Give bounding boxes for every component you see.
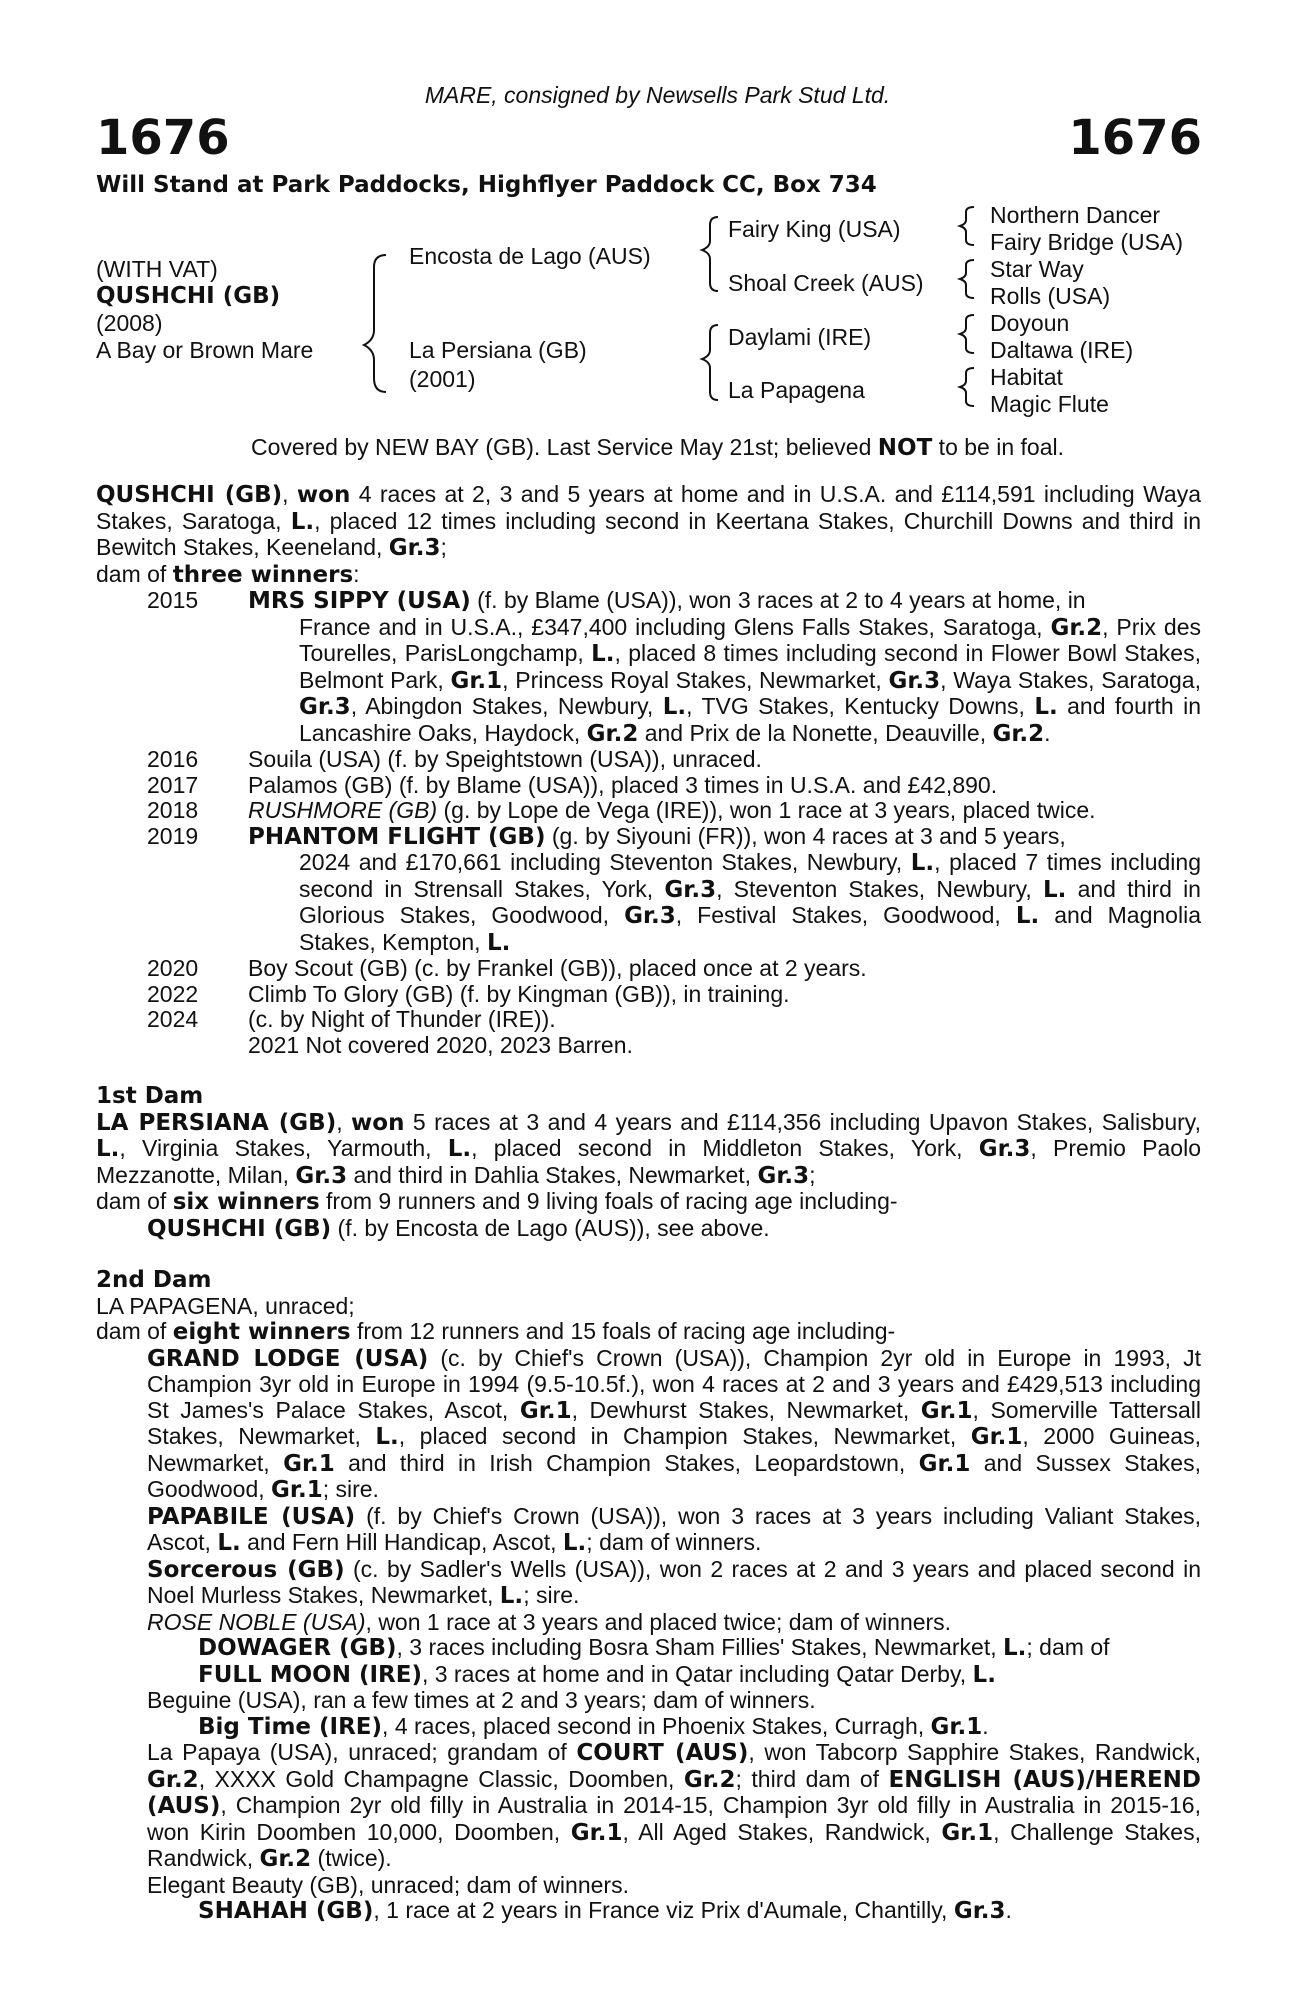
produce-2016: 2016 Souila (USA) (f. by Speightstown (USA)), unraced. [147,746,762,772]
horse-description: A Bay or Brown Mare [96,337,314,363]
first-dam-record: LA PERSIANA (GB), won 5 races at 3 and 4 years and £114,356 including Upavon Stakes, Salisbury, L., Virginia Stakes, Yarmouth, L., placed second in Middleton Stakes, York, Gr.3, Premio Paolo Mezzanotte, Milan, Gr.3 and third in Dahlia Stakes, Newmarket, Gr.3; [96,1108,1201,1189]
pedigree-dam-year: (2001) [409,366,476,392]
pedigree-g3-8: Magic Flute [990,391,1109,417]
horse-name: QUSHCHI (GB) [96,283,281,309]
second-dam-line: LA PAPAGENA, unraced; [96,1292,355,1319]
first-dam-qushchi: QUSHCHI (GB) (f. by Encosta de Lago (AUS)), see above. [147,1214,770,1242]
sorcerous: Sorcerous (GB) (c. by Sadler's Wells (USA)), won 2 races at 2 and 3 years and placed second in Noel Murless Stakes, Newmarket, L.; sire. [147,1555,1201,1609]
produce-2022: 2022 Climb To Glory (GB) (f. by Kingman (GB)), in training. [147,980,790,1007]
vat-note: (WITH VAT) [96,256,218,282]
second-dam-produce: dam of eight winners from 12 runners and 15 foals of racing age including- [96,1318,896,1345]
pedigree-g3-7: Habitat [990,364,1063,390]
pedigree-g3-2: Fairy Bridge (USA) [990,229,1183,255]
pedigree-g3-4: Rolls (USA) [990,283,1111,309]
first-dam-produce: dam of six winners from 9 runners and 9 living foals of racing age including- [96,1188,898,1215]
first-dam-header: 1st Dam [96,1083,204,1109]
lot-number-right: 1676 [1068,110,1202,166]
pedigree-g3-3: Star Way [990,256,1084,282]
produce-2015: 2015 MRS SIPPY (USA) (f. by Blame (USA)), won 3 races at 2 to 4 years at home, in France and in U.S.A., £347,400 including Glens Falls Stakes, Saratoga, Gr.2, Prix des Tourelles, ParisLongchamp, L., placed 8 times including second in Flower Bowl Stakes, Belmont Park, Gr.1, Princess Royal Stakes, Newmarket, Gr.3, Waya Stakes, Saratoga, Gr.3, Abingdon Stakes, Newbury, L., TVG Stakes, Kentucky Downs, L. and fourth in Lancashire Oaks, Haydock, Gr.2 and Prix de la Nonette, Deauville, Gr.2. [147,587,1201,747]
qushchi-record: QUSHCHI (GB), won 4 races at 2, 3 and 5 years at home and in U.S.A. and £114,591 including Waya Stakes, Saratoga, L., placed 12 times including second in Keertana Stakes, Churchill Downs and third in Bewitch Stakes, Keeneland, Gr.3; [96,481,1202,561]
pedigree-dam: La Persiana (GB) [409,337,587,363]
dowager: DOWAGER (GB), 3 races including Bosra Sham Fillies' Stakes, Newmarket, L.; dam of [198,1634,1110,1661]
pedigree-g3-6: Daltawa (IRE) [990,337,1134,363]
produce-2020: 2020 Boy Scout (GB) (c. by Frankel (GB)), placed once at 2 years. [147,955,867,981]
qushchi-produce-header: dam of three winners: [96,560,360,588]
beguine: Beguine (USA), ran a few times at 2 and 3 years; dam of winners. [147,1687,816,1713]
pedigree-g3-5: Doyoun [990,310,1070,336]
papabile: PAPABILE (USA) (f. by Chief's Crown (USA)), won 3 races at 3 years including Valiant Stakes, Ascot, L. and Fern Hill Handicap, Ascot, L.; dam of winners. [147,1502,1201,1556]
consignor-line: MARE, consigned by Newsells Park Stud Ltd. [424,82,891,108]
produce-2017: 2017 Palamos (GB) (f. by Blame (USA)), placed 3 times in U.S.A. and £42,890. [147,771,998,798]
rose-noble: ROSE NOBLE (USA), won 1 race at 3 years and placed twice; dam of winners. [147,1608,952,1635]
produce-2024: 2024 (c. by Night of Thunder (IRE)). [147,1006,556,1032]
big-time: Big Time (IRE), 4 races, placed second in Phoenix Stakes, Curragh, Gr.1. [198,1712,989,1740]
pedigree-sire: Encosta de Lago (AUS) [409,243,651,269]
catalogue-body [96,482,1201,1925]
produce-2018: 2018 RUSHMORE (GB) (g. by Lope de Vega (IRE)), won 1 race at 3 years, placed twice. [147,797,1096,823]
elegant-beauty: Elegant Beauty (GB), unraced; dam of winners. [147,1871,629,1898]
pedigree-dam-sire: Daylami (IRE) [728,324,872,350]
la-papaya: La Papaya (USA), unraced; grandam of COURT (AUS), won Tabcorp Sapphire Stakes, Randwick, Gr.2, XXXX Gold Champagne Classic, Doomben, Gr.2; third dam of ENGLISH (AUS)/HEREND (AUS), Champion 2yr old filly in Australia in 2014-15, Champion 3yr old filly in Australia in 2015-16, won Kirin Doomben 10,000, Doomben, Gr.1, All Aged Stakes, Randwick, Gr.1, Challenge Stakes, Randwick, Gr.2 (twice). [147,1739,1202,1872]
pedigree-sire-dam: Shoal Creek (AUS) [728,270,924,296]
pedigree-dam-dam: La Papagena [728,377,865,403]
produce-note: 2021 Not covered 2020, 2023 Barren. [248,1031,633,1058]
produce-2019: 2019 PHANTOM FLIGHT (GB) (g. by Siyouni (FR)), won 4 races at 3 and 5 years, 2024 and £170,661 including Steventon Stakes, Newbury, L., placed 7 times including second in Strensall Stakes, York, Gr.3, Steventon Stakes, Newbury, L. and third in Glorious Stakes, Goodwood, Gr.3, Festival Stakes, Goodwood, L. and Magnolia Stakes, Kempton, L. [147,822,1201,956]
shahah: SHAHAH (GB), 1 race at 2 years in France viz Prix d'Aumale, Chantilly, Gr.3. [198,1897,1012,1924]
lot-number-left: 1676 [96,110,230,166]
grand-lodge: GRAND LODGE (USA) (c. by Chief's Crown (USA)), Champion 2yr old in Europe in 1993, Jt Champion 3yr old in Europe in 1994 (9.5-10.5f.), won 4 races at 2 and 3 years and £429,513 including St James's Palace Stakes, Ascot, Gr.1, Dewhurst Stakes, Newmarket, Gr.1, Somerville Tattersall Stakes, Newmarket, L., placed second in Champion Stakes, Newmarket, Gr.1, 2000 Guineas, Newmarket, Gr.1 and third in Irish Champion Stakes, Leopardstown, Gr.1 and Sussex Stakes, Goodwood, Gr.1; sire. [147,1344,1201,1503]
standing-location: Will Stand at Park Paddocks, Highflyer Paddock CC, Box 734 [96,172,877,198]
second-dam-header: 2nd Dam [96,1267,212,1293]
horse-year: (2008) [96,310,163,336]
full-moon: FULL MOON (IRE), 3 races at home and in Qatar including Qatar Derby, L. [198,1660,996,1688]
covered-statement: Covered by NEW BAY (GB). Last Service May 21st; believed NOT to be in foal. [251,434,1064,461]
pedigree-g3-1: Northern Dancer [990,202,1161,228]
pedigree-sire-sire: Fairy King (USA) [728,216,901,242]
